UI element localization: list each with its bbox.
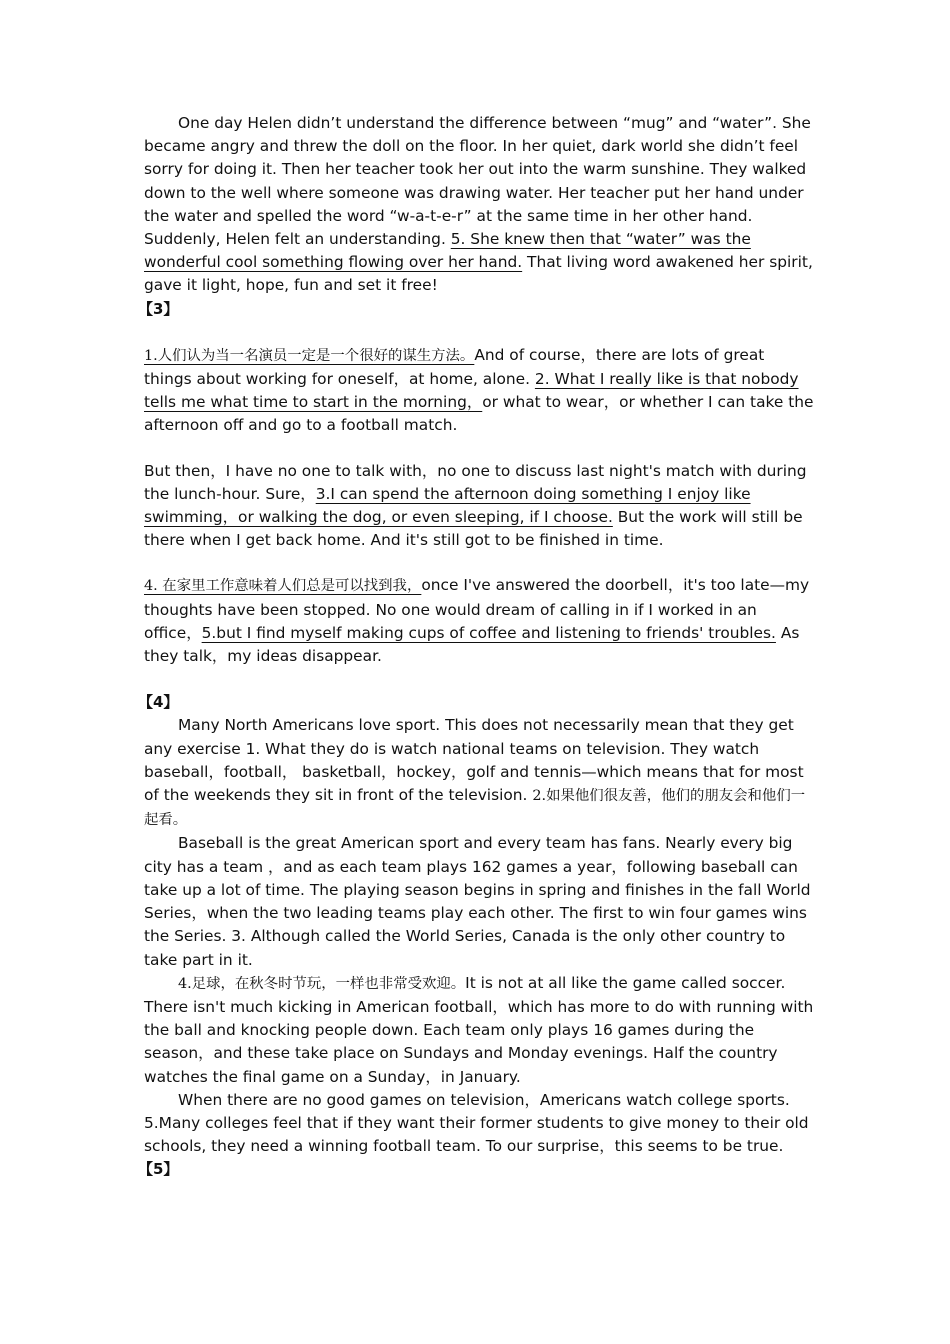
passage-text: or what to wear，or whether I can take the afternoon off and go to a football match. (144, 393, 814, 435)
chinese-sentence-4: 4.足球，在秋冬时节玩，一样也非常受欢迎。 (178, 975, 466, 992)
passage-text: One day Helen didn’t understand the difference between “mug” and “water”. She became angry and threw the doll on the floor. In her quiet, dark world she didn’t feel sorry for doing it. Then her teacher took her out into the warm sunshine. They walked down to the well where someone was drawing water. Her teacher put her hand under the water and spelled the word “w-a-t-e-r” at the same time in her other hand. Suddenly, Helen felt an understanding. (144, 114, 811, 249)
passage-text: But then，I have no one to talk with，no one to discuss last night's match with during the lunch-hour. Sure， (144, 461, 807, 503)
passage-text: As they talk，my ideas disappear. (144, 623, 800, 666)
passage-3-paragraph-3 (144, 574, 814, 668)
passage-text: Many North Americans love sport. This does not necessarily mean that they get any exercise 1. What they do is watch national teams on television. They watch baseball，football， basketball，hockey，golf and tennis—which means that for most of the weekends they sit in front of the television. (144, 716, 804, 805)
passage-text: And of course，there are lots of great things about working for oneself，at home, alone. (144, 345, 765, 389)
passage-3-paragraph-2 (144, 460, 814, 553)
passage-3-paragraph-1 (144, 344, 814, 438)
document-page (138, 112, 814, 1182)
underlined-sentence-5: 5.but I find myself making cups of coffee and listening to friends' troubles. (201, 623, 776, 642)
underlined-sentence-2: 2. What I really like is that nobody tells me what time to start in the morning， (144, 370, 799, 412)
passage-4-paragraph-4: When there are no good games on television，Americans watch college sports. 5.Many colleges feel that if they want their former students to give money to their old schools, they need a winning football team. To our surprise，this seems to be true. (144, 1090, 809, 1156)
section-heading-4: 【4】 (138, 693, 179, 712)
underlined-sentence-3: 3.I can spend the afternoon doing something I enjoy like swimming，or walking the dog, or even sleeping, if I choose. (144, 484, 751, 527)
passage-text: That living word awakened her spirit, gave it light, hope, fun and set it free! (144, 253, 813, 295)
chinese-sentence-2: 2.如果他们很友善，他们的朋友会和他们一起看。 (144, 788, 806, 829)
passage-text: It is not at all like the game called soccer. There isn't much kicking in American football，which has more to do with running with the ball and knocking people down. Each team only plays 16 games during the season，and these take place on Sundays and Monday evenings. Half the country watches the final game on a Sunday，in January. (144, 973, 814, 1086)
underlined-sentence-1: 1.人们认为当一名演员一定是一个很好的谋生方法。 (144, 347, 475, 364)
underlined-sentence-5: 5. She knew then that “water” was the wonderful cool something flowing over her hand. (144, 230, 751, 272)
passage-2-paragraph (144, 112, 814, 298)
section-heading-3: 【3】 (138, 299, 179, 318)
passage-4-paragraph-3 (144, 972, 814, 1089)
passage-text: But the work will still be there when I get back home. And it's still got to be finished in time. (144, 508, 803, 550)
underlined-sentence-4: 4. 在家里工作意味着人们总是可以找到我， (144, 578, 422, 595)
passage-4-paragraph-2: Baseball is the great American sport and every team has fans. Nearly every big city has a team ，and as each team plays 162 games a year，following baseball can take up a lot of time. The playing season begins in spring and finishes in the fall World Series，when the two leading teams play each other. The first to win four games wins the Series. 3. Although called the World Series, Canada is the only other country to take part in it. (144, 834, 811, 969)
passage-text: once I've answered the doorbell，it's too late—my thoughts have been stopped. No one would dream of calling in if I worked in an office， (144, 576, 810, 642)
section-heading-5: 【5】 (138, 1160, 179, 1179)
passage-4-paragraph-1 (144, 714, 814, 832)
